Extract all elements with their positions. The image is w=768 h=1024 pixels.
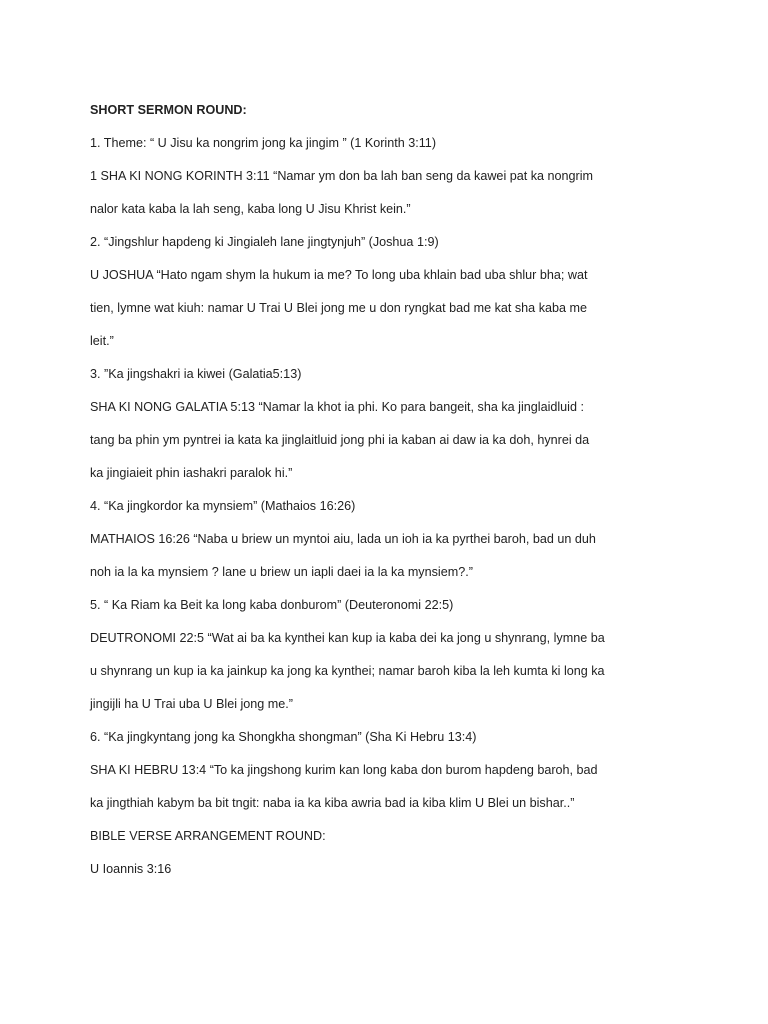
- theme-6-line: 6. “Ka jingkyntang jong ka Shongkha shongman” (Sha Ki Hebru 13:4): [90, 730, 477, 744]
- verse-deutronomi-line-1: DEUTRONOMI 22:5 “Wat ai ba ka kynthei kan kup ia kaba dei ka jong u shynrang, lymne ba: [90, 631, 605, 645]
- verse-mathaios-line-1: MATHAIOS 16:26 “Naba u briew un myntoi aiu, lada un ioh ia ka pyrthei baroh, bad un duh: [90, 532, 596, 546]
- theme-4-line: 4. “Ka jingkordor ka mynsiem” (Mathaios 16:26): [90, 499, 356, 513]
- verse-reference-ioannis: U Ioannis 3:16: [90, 862, 172, 876]
- verse-deutronomi-line-2: u shynrang un kup ia ka jainkup ka jong ka kynthei; namar baroh kiba la leh kumta ki long ka: [90, 664, 605, 678]
- section-heading-bible-verse: BIBLE VERSE ARRANGEMENT ROUND:: [90, 829, 326, 843]
- theme-3-line: 3. ”Ka jingshakri ia kiwei (Galatia5:13): [90, 367, 302, 381]
- verse-galatia-line-2: tang ba phin ym pyntrei ia kata ka jinglaitluid jong phi ia kaban ai daw ia ka doh, hynrei da: [90, 433, 590, 447]
- section-heading-short-sermon: SHORT SERMON ROUND:: [90, 103, 247, 117]
- verse-hebru-line-2: ka jingthiah kabym ba bit tngit: naba ia ka kiba awria bad ia kiba klim U Blei un bishar..”: [90, 796, 575, 810]
- verse-galatia-line-3: ka jingiaieit phin iashakri paralok hi.”: [90, 466, 293, 480]
- theme-1-line: 1. Theme: “ U Jisu ka nongrim jong ka jingim ” (1 Korinth 3:11): [90, 136, 437, 150]
- verse-mathaios-line-2: noh ia la ka mynsiem ? lane u briew un iapli daei ia la ka mynsiem?.”: [90, 565, 473, 579]
- theme-5-line: 5. “ Ka Riam ka Beit ka long kaba donburom” (Deuteronomi 22:5): [90, 598, 454, 612]
- theme-2-line: 2. “Jingshlur hapdeng ki Jingialeh lane jingtynjuh” (Joshua 1:9): [90, 235, 439, 249]
- verse-joshua-line-2: tien, lymne wat kiuh: namar U Trai U Blei jong me u don ryngkat bad me kat sha kaba me: [90, 301, 587, 315]
- verse-deutronomi-line-3: jingijli ha U Trai uba U Blei jong me.”: [90, 697, 293, 711]
- verse-hebru-line-1: SHA KI HEBRU 13:4 “To ka jingshong kurim kan long kaba don burom hapdeng baroh, bad: [90, 763, 598, 777]
- verse-korinth-line-2: nalor kata kaba la lah seng, kaba long U Jisu Khrist kein.”: [90, 202, 411, 216]
- verse-joshua-line-1: U JOSHUA “Hato ngam shym la hukum ia me? To long uba khlain bad uba shlur bha; wat: [90, 268, 588, 282]
- verse-korinth-line-1: 1 SHA KI NONG KORINTH 3:11 “Namar ym don ba lah ban seng da kawei pat ka nongrim: [90, 169, 594, 183]
- verse-galatia-line-1: SHA KI NONG GALATIA 5:13 “Namar la khot ia phi. Ko para bangeit, sha ka jinglaidluid :: [90, 400, 584, 414]
- verse-joshua-line-3: leit.”: [90, 334, 114, 348]
- document-body: [90, 94, 710, 886]
